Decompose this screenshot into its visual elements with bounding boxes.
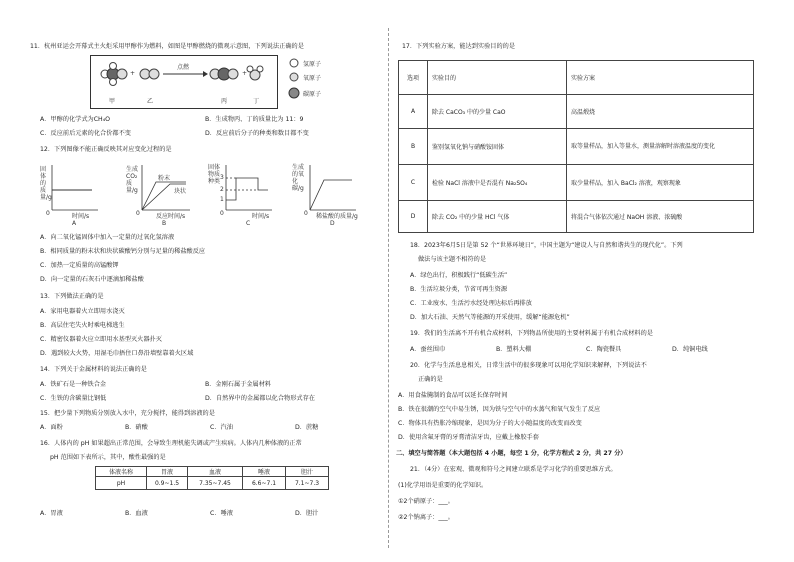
graph-c-origin: 0 (220, 210, 224, 217)
graph-c-tick-1: 1 (220, 196, 224, 203)
column-divider (388, 28, 389, 548)
table-cell: 7.1~7.3 (286, 477, 329, 490)
ph-table (95, 466, 329, 490)
q11-legend (288, 58, 358, 106)
q12-option-a: A．向二氧化锰固体中加入一定量的过氧化氢溶液 (40, 234, 175, 241)
q16-option-a: A．胃液 (40, 510, 63, 517)
q15-stem: 15．把少量下列物质分别放入水中，充分搅拌，能得到溶液的是 (40, 410, 215, 417)
q18-stem-cont: 做法与该主题不相符的是 (418, 256, 487, 263)
q11-diagram (90, 55, 278, 109)
q13-option-b: B．高层住宅失火时乘电梯逃生 (40, 322, 125, 329)
table-cell: 血液 (188, 467, 243, 477)
section-two-heading: 二、填空与简答题（本大题包括 4 小题，每空 1 分，化学方程式 2 分，共 27 分） (396, 450, 627, 457)
graph-a-origin: 0 (46, 210, 50, 217)
table-cell: 取少量样品，加入 BaCl₂ 溶液，观察现象 (567, 165, 754, 201)
graph-c-letter: C (246, 220, 251, 227)
q12-option-b: B．相同质量的粉末状和块状碳酸钙分别与足量的稀盐酸反应 (40, 248, 206, 255)
label-jia: 甲 (109, 98, 116, 105)
table-row (399, 129, 754, 165)
table-cell: 高温煅烧 (567, 95, 754, 129)
table-cell: 将混合气体依次通过 NaOH 溶液、浓硫酸 (567, 201, 754, 233)
table-cell: 胃液 (147, 467, 188, 477)
q18-option-a: A．绿色出行，积极践行“低碳生活” (410, 272, 508, 279)
table-cell: 体液名称 (96, 467, 147, 477)
q14-option-a: A．铁矿石是一种铁合金 (40, 381, 107, 388)
legend-oxygen: 氧原子 (303, 75, 322, 82)
table-cell: 唾液 (243, 467, 286, 477)
graph-b-origin: 0 (136, 210, 140, 217)
table-cell: 0.9~1.5 (147, 477, 188, 490)
q20-option-a: A．用食盐腌制的食品可以延长保存时间 (398, 392, 508, 399)
q11-option-d: D．反应前后分子的种类和数目都不变 (205, 130, 309, 137)
q11-option-b: B．生成物丙、丁的质量比为 11：9 (205, 116, 304, 123)
table-row (399, 61, 754, 95)
q11-option-a: A．甲醇的化学式为CH₄O (40, 116, 111, 123)
table-cell: 7.35~7.45 (188, 477, 243, 490)
graph-b-ylabel: 生成CO₂质量/g (126, 166, 139, 194)
q15-option-a: A．面粉 (40, 424, 63, 431)
table-cell: A (399, 95, 428, 129)
right-column (396, 0, 758, 562)
table-cell: D (399, 201, 428, 233)
table-cell: 除去 CO₂ 中的少量 HCl 气体 (428, 201, 567, 233)
table-cell: 实验方案 (567, 61, 754, 95)
q16-stem: 16．人体内的 pH 如果超出正常范围，会导致生理机能失调或产生疾病。人体内几种体液的正常 (40, 440, 302, 447)
table-cell: 6.6~7.1 (243, 477, 286, 490)
q11-stem: 11．杭州亚运会开幕式主火炬采用甲醇作为燃料，如图是甲醇燃烧的微观示意图，下列说法正确的是 (30, 43, 304, 50)
q21-blank-2: ②2个钠离子：___。 (398, 514, 454, 521)
table-cell: 取等量样品，加入等量水，测量溶解时溶液温度的变化 (567, 129, 754, 165)
graph-b-letter: B (162, 220, 167, 227)
q13-option-c: C．精密仪器着火应立即用水基型灭火器扑灭 (40, 336, 162, 343)
graph-d-letter: D (330, 220, 335, 227)
q13-option-d: D．遇到较大火势，用湿毛巾捂住口鼻沿墙壁靠着火区域 (40, 350, 194, 357)
table-row (399, 201, 754, 233)
ph-table-row (96, 477, 329, 490)
graph-a-xlabel: 时间/s (72, 213, 90, 220)
q13-option-a: A．家用电器着火立即用水浇灭 (40, 308, 125, 315)
q15-option-c: C．汽油 (210, 424, 233, 431)
graph-c-tick-3: 3 (220, 174, 224, 181)
q18-option-d: D．加大石油、天然气等能源的开采使用，缓解“能源危机” (410, 314, 570, 321)
graph-d-xlabel: 稀盐酸的质量/g (316, 213, 358, 220)
graph-c-tick-2: 2 (220, 186, 224, 193)
table-cell: 鉴别氢氧化钠与硝酸铵固体 (428, 129, 567, 165)
q11-option-c: C．反应前后元素的化合价都不变 (40, 130, 131, 137)
q17-stem: 17．下列实验方案，能达到实验目的的是 (402, 43, 516, 50)
q14-option-b: B．金刚石属于金属材料 (205, 381, 272, 388)
table-cell: 胆汁 (286, 467, 329, 477)
q21-stem: 21．（4分）在宏观、微观和符号之间建立联系是学习化学的重要思维方式。 (410, 466, 617, 473)
plus-sign: + (130, 70, 136, 77)
q12-option-d: D．向一定量的石灰石中逐滴加稀盐酸 (40, 276, 144, 283)
q19-option-d: D．纯铜电线 (672, 346, 708, 353)
q16-stem-cont: pH 范围如下表所示，其中，酸性最强的是 (50, 454, 166, 461)
q14-stem: 14．下列关于金属材料的说法正确的是 (40, 366, 147, 373)
q12-option-c: C．加热一定质量的高锰酸钾 (40, 262, 119, 269)
atom-legend-icons (288, 58, 300, 102)
q20-stem: 20．化学与生活息息相关，日常生活中的很多现象可以用化学知识来解释，下列说法不 (410, 362, 647, 369)
label-yi: 乙 (147, 98, 154, 105)
left-column (30, 0, 382, 562)
q20-option-c: C．物体具有热胀冷缩现象，是因为分子的大小随温度的改变而改变 (398, 420, 582, 427)
q19-option-a: A．蚕丝围巾 (410, 346, 446, 353)
q15-option-d: D．蔗糖 (295, 424, 319, 431)
q21-sub: (1)化学用语是重要的化学知识。 (398, 482, 488, 489)
graph-b-xlabel: 反应时间/s (156, 213, 186, 220)
label-ding: 丁 (253, 98, 260, 105)
graph-c-ylabel: 固体物质种类 (208, 164, 221, 185)
legend-carbon: 碳原子 (303, 91, 322, 98)
graph-b-series-powder: 粉末 (158, 175, 171, 182)
graph-c-xlabel: 时间/s (252, 213, 270, 220)
q18-stem: 18．2023年6月5日是第 52 个“世界环境日”，中国主题为“建设人与自然和谐共生的现代化”。下列 (410, 242, 683, 249)
q19-option-b: B．塑料大棚 (496, 346, 532, 353)
graph-d-ylabel: 生成的氧化碳/g (292, 164, 305, 192)
legend-hydrogen: 氢原子 (303, 61, 322, 68)
q12-graphs (40, 160, 360, 230)
table-cell: C (399, 165, 428, 201)
q19-option-c: C．陶瓷餐具 (586, 346, 622, 353)
q16-option-c: C．唾液 (210, 510, 233, 517)
q13-stem: 13．下列做法正确的是 (40, 293, 104, 300)
q18-option-b: B．生活垃圾分类，节省可再生资源 (410, 286, 508, 293)
graph-a-ylabel: 固体的质量/g (40, 166, 52, 201)
table-cell: 实验目的 (428, 61, 567, 95)
table-cell: pH (96, 477, 147, 490)
table-cell: 除去 CaCO₃ 中的少量 CaO (428, 95, 567, 129)
q14-option-c: C．生铁的含碳量比钢低 (40, 395, 107, 402)
table-cell: B (399, 129, 428, 165)
ph-table-header (96, 467, 329, 477)
q20-option-b: B．铁在很潮的空气中易生锈，因为铁与空气中的水蒸气和氧气发生了反应 (398, 406, 601, 413)
q16-option-d: D．胆汁 (295, 510, 319, 517)
graph-b-series-block: 块状 (174, 188, 187, 195)
graph-a-letter: A (72, 220, 77, 227)
reaction-condition: 点燃 (177, 64, 190, 71)
q16-option-b: B．血液 (125, 510, 148, 517)
graph-d-origin: 0 (304, 210, 308, 217)
q14-option-d: D．自然界中的金属都以化合物形式存在 (205, 395, 315, 402)
table-row (399, 95, 754, 129)
q19-stem: 19．我们的生活离不开有机合成材料，下列物品所使用的主要材料属于有机合成材料的是 (410, 330, 653, 337)
q20-option-d: D．使用含氟牙膏的牙膏清洁牙齿，应戴上橡胶手套 (398, 434, 539, 441)
q18-option-c: C．工业废水、生活污水经处理达标后再排放 (410, 300, 532, 307)
table-row (399, 165, 754, 201)
table-cell: 检验 NaCl 溶液中是否混有 Na₂SO₄ (428, 165, 567, 201)
q15-option-b: B．硝酸 (125, 424, 148, 431)
q21-blank-1: ①2个硝原子：___。 (398, 498, 454, 505)
label-bing: 丙 (221, 98, 228, 105)
experiment-table (398, 60, 754, 233)
q12-stem: 12．下列图像不能正确反映其对应变化过程的是 (40, 146, 172, 153)
plus-sign: + (242, 70, 248, 77)
table-cell: 选项 (399, 61, 428, 95)
q20-stem-cont: 正确的是 (418, 376, 443, 383)
